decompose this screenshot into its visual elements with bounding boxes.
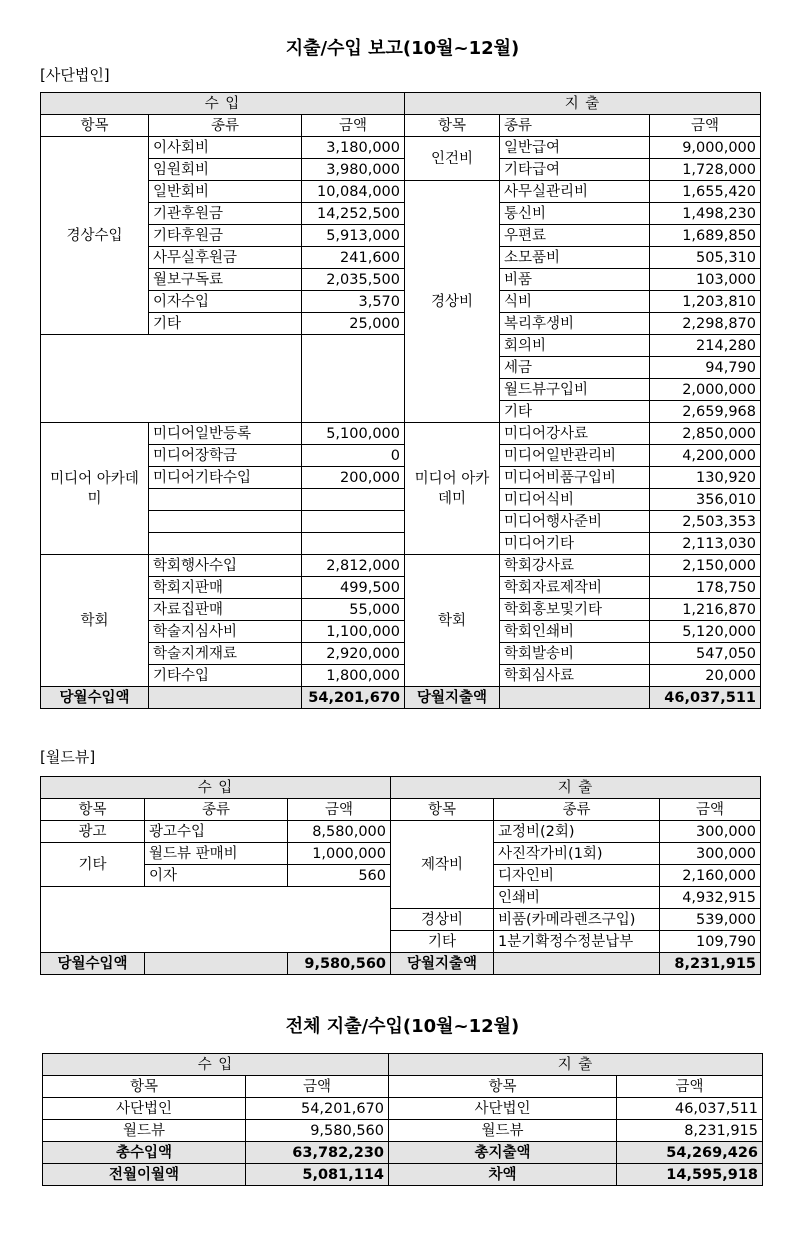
col-kind: 종류 <box>494 799 660 821</box>
expense-value: 1,498,230 <box>650 203 761 225</box>
section-label-worldview: [월드뷰] <box>40 748 96 766</box>
expense-kind: 월드뷰구입비 <box>500 379 650 401</box>
expense-group-etc: 기타 <box>391 931 494 953</box>
income-value: 8,580,000 <box>288 821 391 843</box>
expense-kind: 학회자료제작비 <box>500 577 650 599</box>
expense-header: 지 출 <box>391 777 761 799</box>
summary-title: 전체 지출/수입(10월~12월) <box>285 1016 520 1037</box>
expense-value: 1,216,870 <box>650 599 761 621</box>
income-value: 14,252,500 <box>302 203 405 225</box>
expense-value: 20,000 <box>650 665 761 687</box>
income-value: 3,570 <box>302 291 405 313</box>
income-kind: 기타수입 <box>149 665 302 687</box>
summary-table <box>42 1053 763 1186</box>
expense-value: 547,050 <box>650 643 761 665</box>
summary-income-value: 54,201,670 <box>246 1098 389 1120</box>
expense-value: 1,655,420 <box>650 181 761 203</box>
income-kind: 미디어장학금 <box>149 445 302 467</box>
income-kind: 이사회비 <box>149 137 302 159</box>
col-amount: 금액 <box>288 799 391 821</box>
summary-income-value: 9,580,560 <box>246 1120 389 1142</box>
total-expense-value: 46,037,511 <box>650 687 761 709</box>
summary-expense-value: 8,231,915 <box>617 1120 763 1142</box>
expense-kind: 기타 <box>500 401 650 423</box>
expense-kind: 인쇄비 <box>494 887 660 909</box>
income-kind: 임원회비 <box>149 159 302 181</box>
expense-value: 4,200,000 <box>650 445 761 467</box>
col-amount: 금액 <box>660 799 761 821</box>
col-item: 항목 <box>41 799 145 821</box>
expense-value: 109,790 <box>660 931 761 953</box>
expense-value: 4,932,915 <box>660 887 761 909</box>
income-header: 수 입 <box>41 93 405 115</box>
expense-value: 214,280 <box>650 335 761 357</box>
expense-kind: 통신비 <box>500 203 650 225</box>
expense-kind: 학회발송비 <box>500 643 650 665</box>
total-income-label: 당월수입액 <box>41 953 145 975</box>
expense-value: 9,000,000 <box>650 137 761 159</box>
expense-value: 1,728,000 <box>650 159 761 181</box>
income-group-society: 학회 <box>41 555 149 687</box>
income-kind: 학회지판매 <box>149 577 302 599</box>
expense-value: 2,150,000 <box>650 555 761 577</box>
expense-kind: 회의비 <box>500 335 650 357</box>
expense-header: 지 출 <box>389 1054 763 1076</box>
expense-value: 2,850,000 <box>650 423 761 445</box>
expense-value: 2,298,870 <box>650 313 761 335</box>
expense-value: 300,000 <box>660 821 761 843</box>
income-group-regular: 경상수입 <box>41 137 149 335</box>
total-expense-label: 당월지출액 <box>405 687 500 709</box>
expense-value: 505,310 <box>650 247 761 269</box>
expense-kind: 소모품비 <box>500 247 650 269</box>
expense-kind: 1분기확정수정분납부 <box>494 931 660 953</box>
col-item: 항목 <box>391 799 494 821</box>
expense-header: 지 출 <box>405 93 761 115</box>
income-kind: 기타후원금 <box>149 225 302 247</box>
summary-expense-item: 월드뷰 <box>389 1120 617 1142</box>
expense-kind: 미디어식비 <box>500 489 650 511</box>
income-kind: 일반회비 <box>149 181 302 203</box>
income-kind: 이자수입 <box>149 291 302 313</box>
expense-kind: 사무실관리비 <box>500 181 650 203</box>
expense-value: 1,203,810 <box>650 291 761 313</box>
expense-value: 103,000 <box>650 269 761 291</box>
income-value: 5,913,000 <box>302 225 405 247</box>
col-kind: 종류 <box>500 115 650 137</box>
difference-value: 14,595,918 <box>617 1164 763 1186</box>
income-value: 5,100,000 <box>302 423 405 445</box>
income-kind-empty <box>149 489 302 511</box>
difference-label: 차액 <box>389 1164 617 1186</box>
income-header: 수 입 <box>43 1054 389 1076</box>
income-value: 200,000 <box>302 467 405 489</box>
worldview-table <box>40 776 761 975</box>
grand-total-income-label: 총수입액 <box>43 1142 246 1164</box>
expense-value: 2,000,000 <box>650 379 761 401</box>
income-value: 3,980,000 <box>302 159 405 181</box>
income-kind: 학술지심사비 <box>149 621 302 643</box>
expense-group-production: 제작비 <box>391 821 494 909</box>
expense-kind: 미디어행사준비 <box>500 511 650 533</box>
expense-kind: 교정비(2회) <box>494 821 660 843</box>
summary-income-item: 월드뷰 <box>43 1120 246 1142</box>
income-kind: 월드뷰 판매비 <box>145 843 288 865</box>
expense-value: 300,000 <box>660 843 761 865</box>
expense-kind: 학회인쇄비 <box>500 621 650 643</box>
total-income-value: 9,580,560 <box>288 953 391 975</box>
expense-kind: 미디어기타 <box>500 533 650 555</box>
expense-value: 2,659,968 <box>650 401 761 423</box>
empty-income-block <box>41 335 302 423</box>
expense-group-regular: 경상비 <box>405 181 500 423</box>
expense-group-society: 학회 <box>405 555 500 687</box>
expense-value: 94,790 <box>650 357 761 379</box>
total-expense-blank <box>494 953 660 975</box>
income-value: 3,180,000 <box>302 137 405 159</box>
summary-expense-value: 46,037,511 <box>617 1098 763 1120</box>
expense-value: 2,113,030 <box>650 533 761 555</box>
expense-kind: 식비 <box>500 291 650 313</box>
report-title: 지출/수입 보고(10월~12월) <box>285 38 520 59</box>
col-item: 항목 <box>389 1076 617 1098</box>
income-value: 2,812,000 <box>302 555 405 577</box>
income-value: 1,800,000 <box>302 665 405 687</box>
income-value: 10,084,000 <box>302 181 405 203</box>
expense-kind: 우편료 <box>500 225 650 247</box>
income-value: 1,000,000 <box>288 843 391 865</box>
income-kind: 월보구독료 <box>149 269 302 291</box>
income-kind: 학회행사수입 <box>149 555 302 577</box>
col-amount: 금액 <box>246 1076 389 1098</box>
income-value: 2,035,500 <box>302 269 405 291</box>
expense-kind: 비품(카메라렌즈구입) <box>494 909 660 931</box>
income-value-empty <box>302 533 405 555</box>
income-group-etc: 기타 <box>41 843 145 887</box>
expense-value: 2,160,000 <box>660 865 761 887</box>
income-kind: 미디어일반등록 <box>149 423 302 445</box>
expense-kind: 디자인비 <box>494 865 660 887</box>
income-kind: 자료집판매 <box>149 599 302 621</box>
income-kind: 사무실후원금 <box>149 247 302 269</box>
col-kind: 종류 <box>145 799 288 821</box>
section-label-corp: [사단법인] <box>40 66 110 84</box>
expense-value: 539,000 <box>660 909 761 931</box>
empty-income-block <box>41 887 391 953</box>
total-income-blank <box>145 953 288 975</box>
expense-value: 178,750 <box>650 577 761 599</box>
col-item: 항목 <box>405 115 500 137</box>
income-kind: 기관후원금 <box>149 203 302 225</box>
income-value: 241,600 <box>302 247 405 269</box>
col-amount: 금액 <box>650 115 761 137</box>
total-income-label: 당월수입액 <box>41 687 149 709</box>
income-value: 25,000 <box>302 313 405 335</box>
income-group-ad: 광고 <box>41 821 145 843</box>
income-value: 2,920,000 <box>302 643 405 665</box>
empty-income-amount <box>302 335 405 423</box>
expense-kind: 학회홍보및기타 <box>500 599 650 621</box>
total-expense-blank <box>500 687 650 709</box>
expense-kind: 사진작가비(1회) <box>494 843 660 865</box>
expense-kind: 미디어일반관리비 <box>500 445 650 467</box>
income-kind: 학술지게재료 <box>149 643 302 665</box>
col-amount: 금액 <box>302 115 405 137</box>
total-expense-label: 당월지출액 <box>391 953 494 975</box>
grand-total-income-value: 63,782,230 <box>246 1142 389 1164</box>
income-kind: 이자 <box>145 865 288 887</box>
expense-kind: 기타급여 <box>500 159 650 181</box>
expense-group-media: 미디어 아카데미 <box>405 423 500 555</box>
grand-total-expense-label: 총지출액 <box>389 1142 617 1164</box>
income-kind-empty <box>149 533 302 555</box>
total-income-value: 54,201,670 <box>302 687 405 709</box>
expense-kind: 학회심사료 <box>500 665 650 687</box>
income-value: 560 <box>288 865 391 887</box>
expense-value: 356,010 <box>650 489 761 511</box>
expense-value: 2,503,353 <box>650 511 761 533</box>
carryover-label: 전월이월액 <box>43 1164 246 1186</box>
corp-table <box>40 92 761 709</box>
expense-kind: 일반급여 <box>500 137 650 159</box>
income-value: 0 <box>302 445 405 467</box>
grand-total-expense-value: 54,269,426 <box>617 1142 763 1164</box>
expense-kind: 미디어강사료 <box>500 423 650 445</box>
col-kind: 종류 <box>149 115 302 137</box>
expense-kind: 복리후생비 <box>500 313 650 335</box>
total-income-blank <box>149 687 302 709</box>
expense-value: 5,120,000 <box>650 621 761 643</box>
expense-kind: 미디어비품구입비 <box>500 467 650 489</box>
income-value: 55,000 <box>302 599 405 621</box>
col-item: 항목 <box>43 1076 246 1098</box>
income-value: 1,100,000 <box>302 621 405 643</box>
income-header: 수 입 <box>41 777 391 799</box>
expense-kind: 세금 <box>500 357 650 379</box>
expense-group-personnel: 인건비 <box>405 137 500 181</box>
income-kind: 미디어기타수입 <box>149 467 302 489</box>
col-amount: 금액 <box>617 1076 763 1098</box>
col-item: 항목 <box>41 115 149 137</box>
summary-income-item: 사단법인 <box>43 1098 246 1120</box>
income-kind-empty <box>149 511 302 533</box>
expense-value: 1,689,850 <box>650 225 761 247</box>
summary-expense-item: 사단법인 <box>389 1098 617 1120</box>
income-kind: 광고수입 <box>145 821 288 843</box>
income-value: 499,500 <box>302 577 405 599</box>
income-value-empty <box>302 489 405 511</box>
expense-group-regular: 경상비 <box>391 909 494 931</box>
expense-kind: 학회강사료 <box>500 555 650 577</box>
expense-kind: 비품 <box>500 269 650 291</box>
total-expense-value: 8,231,915 <box>660 953 761 975</box>
income-value-empty <box>302 511 405 533</box>
expense-value: 130,920 <box>650 467 761 489</box>
carryover-value: 5,081,114 <box>246 1164 389 1186</box>
income-kind: 기타 <box>149 313 302 335</box>
income-group-media: 미디어 아카데미 <box>41 423 149 555</box>
